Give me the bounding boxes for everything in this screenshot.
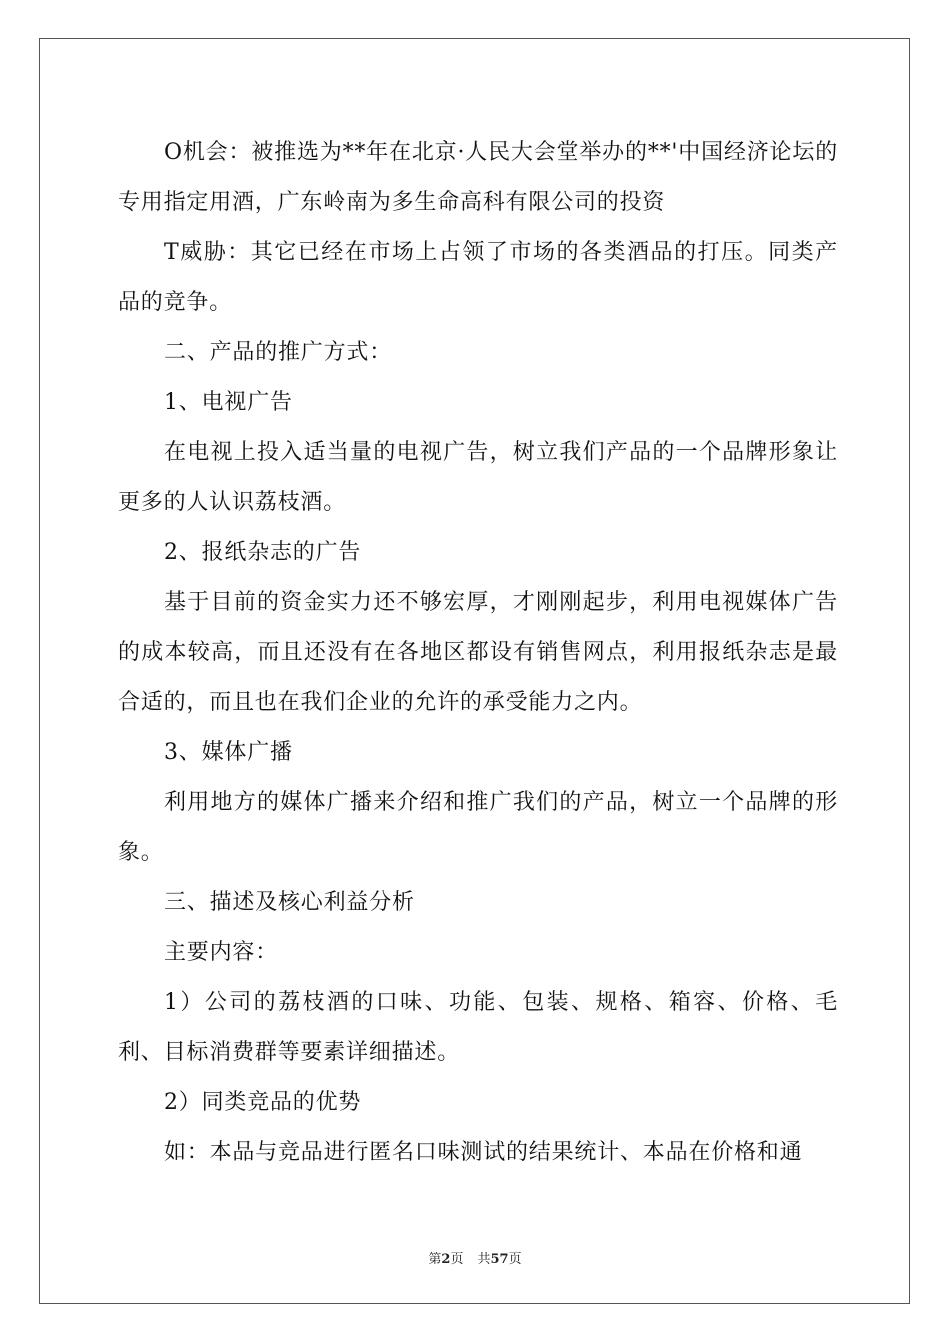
paragraph-comparison: 如：本品与竞品进行匿名口味测试的结果统计、本品在价格和通 [164,1140,803,1165]
page-prefix: 第 [428,1252,442,1267]
document-body [118,128,838,1178]
subheading-print-ads: 2、报纸杂志的广告 [164,540,362,565]
subheading-competitor-advantage: 2）同类竞品的优势 [164,1090,362,1115]
subheading-radio: 3、媒体广播 [164,740,293,765]
page-number: 2 [441,1252,451,1267]
paragraph-radio: 利用地方的媒体广播来介绍和推广我们的产品，树立一个品牌的形象。 [118,790,838,865]
subheading-tv-ads: 1、电视广告 [164,390,293,415]
section-heading-analysis: 三、描述及核心利益分析 [164,890,415,915]
paragraph-product-description: 1）公司的荔枝酒的口味、功能、包装、规格、箱容、价格、毛利、目标消费群等要素详细描述。 [118,990,838,1065]
total-prefix: 共 [477,1252,491,1267]
label-main-content: 主要内容： [164,940,279,965]
paragraph-tv-ads: 在电视上投入适当量的电视广告，树立我们产品的一个品牌形象让更多的人认识荔枝酒。 [118,440,838,515]
section-heading-promotion: 二、产品的推广方式： [164,340,393,365]
paragraph-threat: T威胁：其它已经在市场上占领了市场的各类酒品的打压。同类产品的竞争。 [118,240,838,315]
page-suffix: 页 [450,1252,464,1267]
page-footer [0,1248,950,1267]
paragraph-print-ads: 基于目前的资金实力还不够宏厚，才刚刚起步，利用电视媒体广告的成本较高，而且还没有在各地区都设有销售网点，利用报纸杂志是最合适的，而且也在我们企业的允许的承受能力之内。 [118,590,838,715]
total-suffix: 页 [508,1252,522,1267]
paragraph-opportunity: O机会：被推选为**年在北京·人民大会堂举办的**'中国经济论坛的专用指定用酒，广东岭南为多生命高科有限公司的投资 [118,140,838,215]
total-pages: 57 [490,1252,509,1267]
